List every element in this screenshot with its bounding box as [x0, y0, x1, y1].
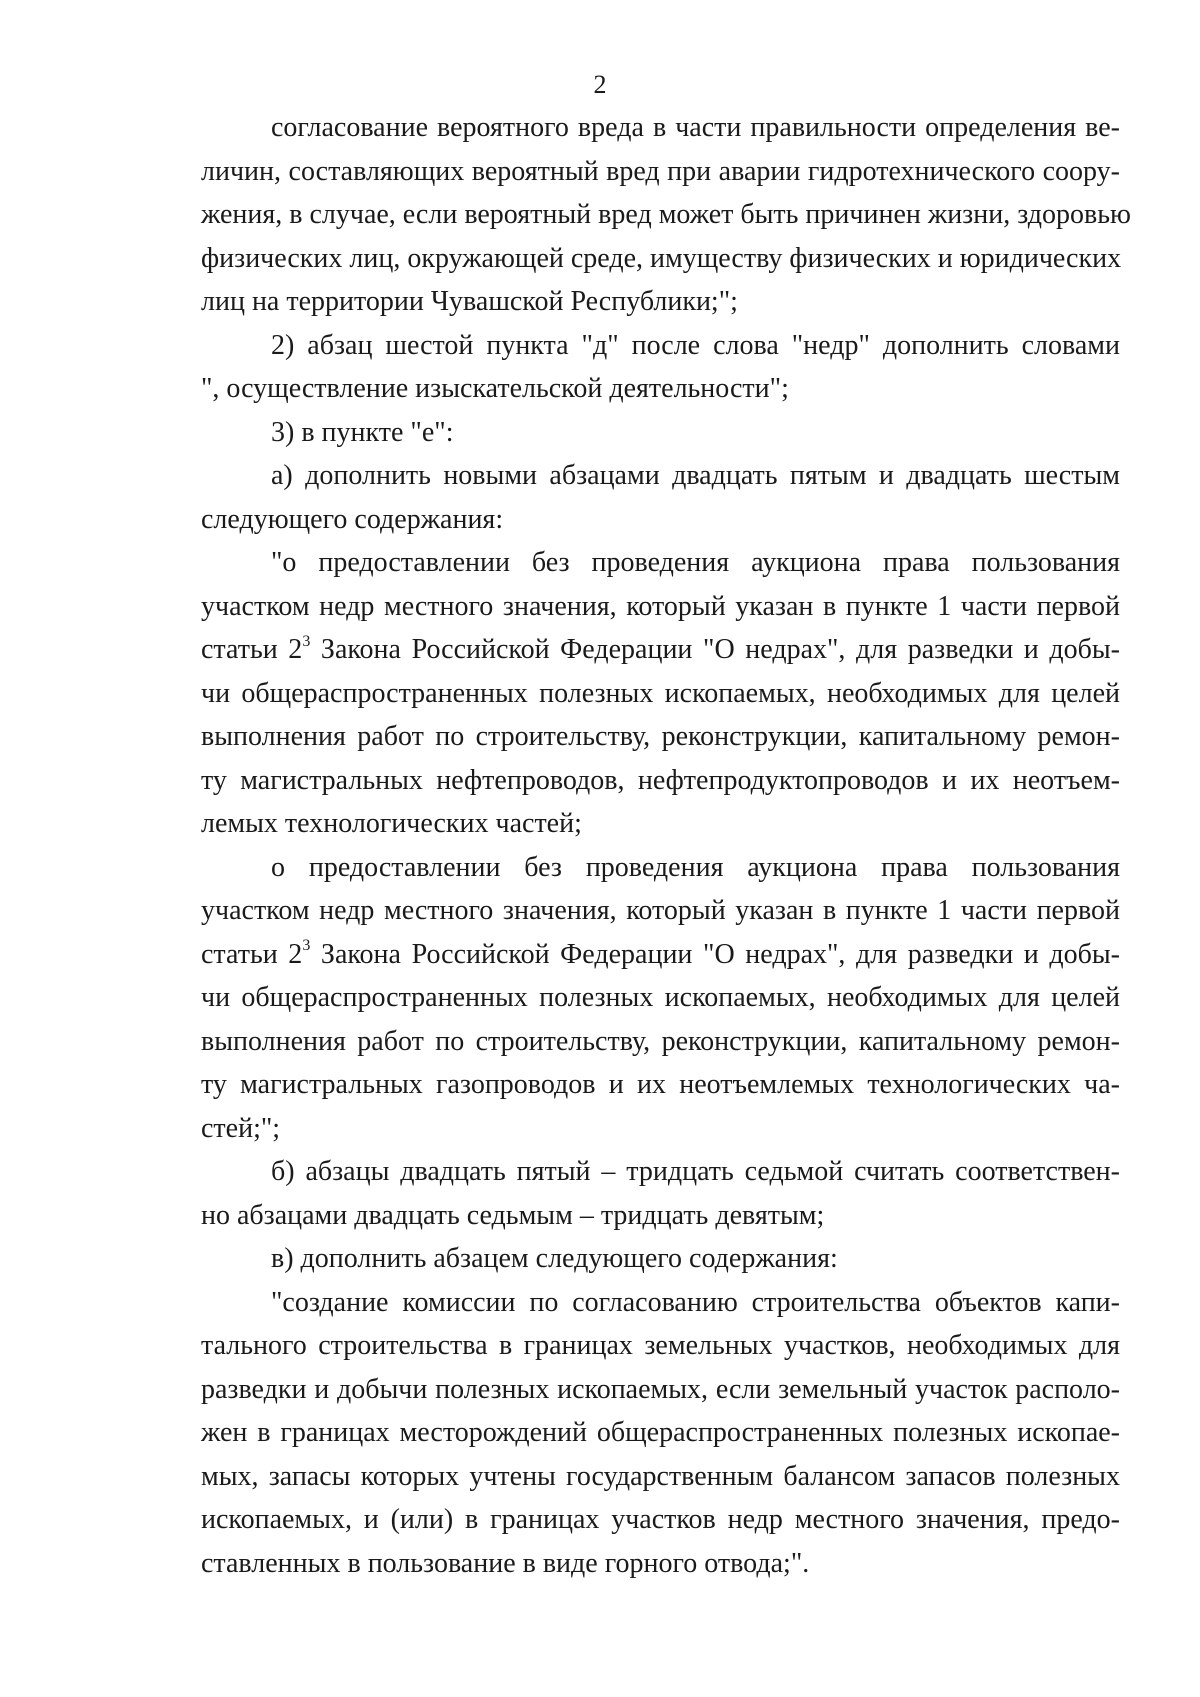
- text-fragment: Закона Российской Федерации "О недрах", для разведки и добы-: [320, 938, 1121, 970]
- text-line: а) дополнить новыми абзацами двадцать пятым и двадцать шестым: [271, 460, 1120, 491]
- text-line: мых, запасы которых учтены государственным балансом запасов полезных: [201, 1460, 1120, 1492]
- page-number: 2: [593, 70, 607, 99]
- text-line: личин, составляющих вероятный вред при аварии гидротехнического соору-: [201, 155, 1120, 187]
- paragraph: [201, 411, 1120, 455]
- text-line: 2) абзац шестой пункта "д" после слова "недр" дополнить словами: [271, 329, 1120, 361]
- text-line: "создание комиссии по согласованию строительства объектов капи-: [271, 1286, 1120, 1318]
- text-line: "о предоставлении без проведения аукциона права пользования: [271, 547, 1120, 578]
- text-line: ту магистральных нефтепроводов, нефтепродуктопроводов и их неотъем-: [201, 764, 1120, 796]
- text-line: следующего содержания:: [201, 503, 504, 535]
- text-line: б) абзацы двадцать пятый – тридцать седьмой считать соответствен-: [271, 1156, 1120, 1187]
- paragraph: [201, 106, 1131, 324]
- paragraph: [201, 454, 1120, 541]
- superscript: 3: [302, 937, 311, 955]
- text-line: жения, в случае, если вероятный вред может быть причинен жизни, здоровью: [201, 199, 1131, 230]
- text-line-with-superscript: [201, 933, 1120, 977]
- text-line: тального строительства в границах земельных участков, необходимых для: [201, 1330, 1120, 1361]
- document-body: [201, 106, 1131, 1585]
- text-line: участком недр местного значения, который указан в пункте 1 части первой: [201, 895, 1120, 926]
- text-fragment: статьи 2: [201, 634, 303, 665]
- text-line-with-superscript: [201, 628, 1120, 672]
- text-line: лемых технологических частей;: [201, 808, 582, 839]
- text-fragment: Закона Российской Федерации "О недрах", для разведки и добы-: [320, 634, 1121, 665]
- text-line: участком недр местного значения, который указан в пункте 1 части первой: [201, 590, 1120, 622]
- text-line: чи общераспространенных полезных ископаемых, необходимых для целей: [201, 677, 1120, 709]
- text-line: стей;";: [201, 1112, 281, 1144]
- text-line: чи общераспространенных полезных ископаемых, необходимых для целей: [201, 982, 1120, 1013]
- text-line: разведки и добычи полезных ископаемых, если земельный участок располо-: [201, 1373, 1120, 1405]
- paragraph: [201, 1150, 1120, 1237]
- text-line: физических лиц, окружающей среде, имуществу физических и юридических: [201, 242, 1122, 274]
- paragraph: [201, 541, 1120, 846]
- text-line: в) дополнить абзацем следующего содержания:: [271, 1243, 838, 1274]
- text-line: но абзацами двадцать седьмым – тридцать девятым;: [201, 1199, 825, 1231]
- paragraph: [201, 1281, 1120, 1586]
- text-line: ", осуществление изыскательской деятельности";: [201, 373, 789, 404]
- text-line: лиц на территории Чувашской Республики;";: [201, 286, 738, 317]
- text-line: о предоставлении без проведения аукциона права пользования: [271, 851, 1120, 883]
- paragraph: [201, 324, 1120, 411]
- text-line: выполнения работ по строительству, реконструкции, капитальному ремон-: [201, 1025, 1120, 1057]
- text-line: выполнения работ по строительству, реконструкции, капитальному ремон-: [201, 721, 1120, 752]
- paragraph: [201, 1237, 1120, 1281]
- text-line: ставленных в пользование в виде горного отвода;".: [201, 1547, 810, 1579]
- text-line: жен в границах месторождений общераспространенных полезных ископае-: [201, 1417, 1120, 1448]
- text-line: ископаемых, и (или) в границах участков недр местного значения, предо-: [201, 1504, 1120, 1535]
- text-line: 3) в пункте "е":: [271, 416, 454, 448]
- text-fragment: статьи 2: [201, 938, 303, 970]
- paragraph: [201, 846, 1120, 1151]
- text-line: ту магистральных газопроводов и их неотъемлемых технологических ча-: [201, 1069, 1120, 1100]
- text-line: согласование вероятного вреда в части правильности определения ве-: [271, 112, 1120, 143]
- superscript: 3: [302, 632, 311, 650]
